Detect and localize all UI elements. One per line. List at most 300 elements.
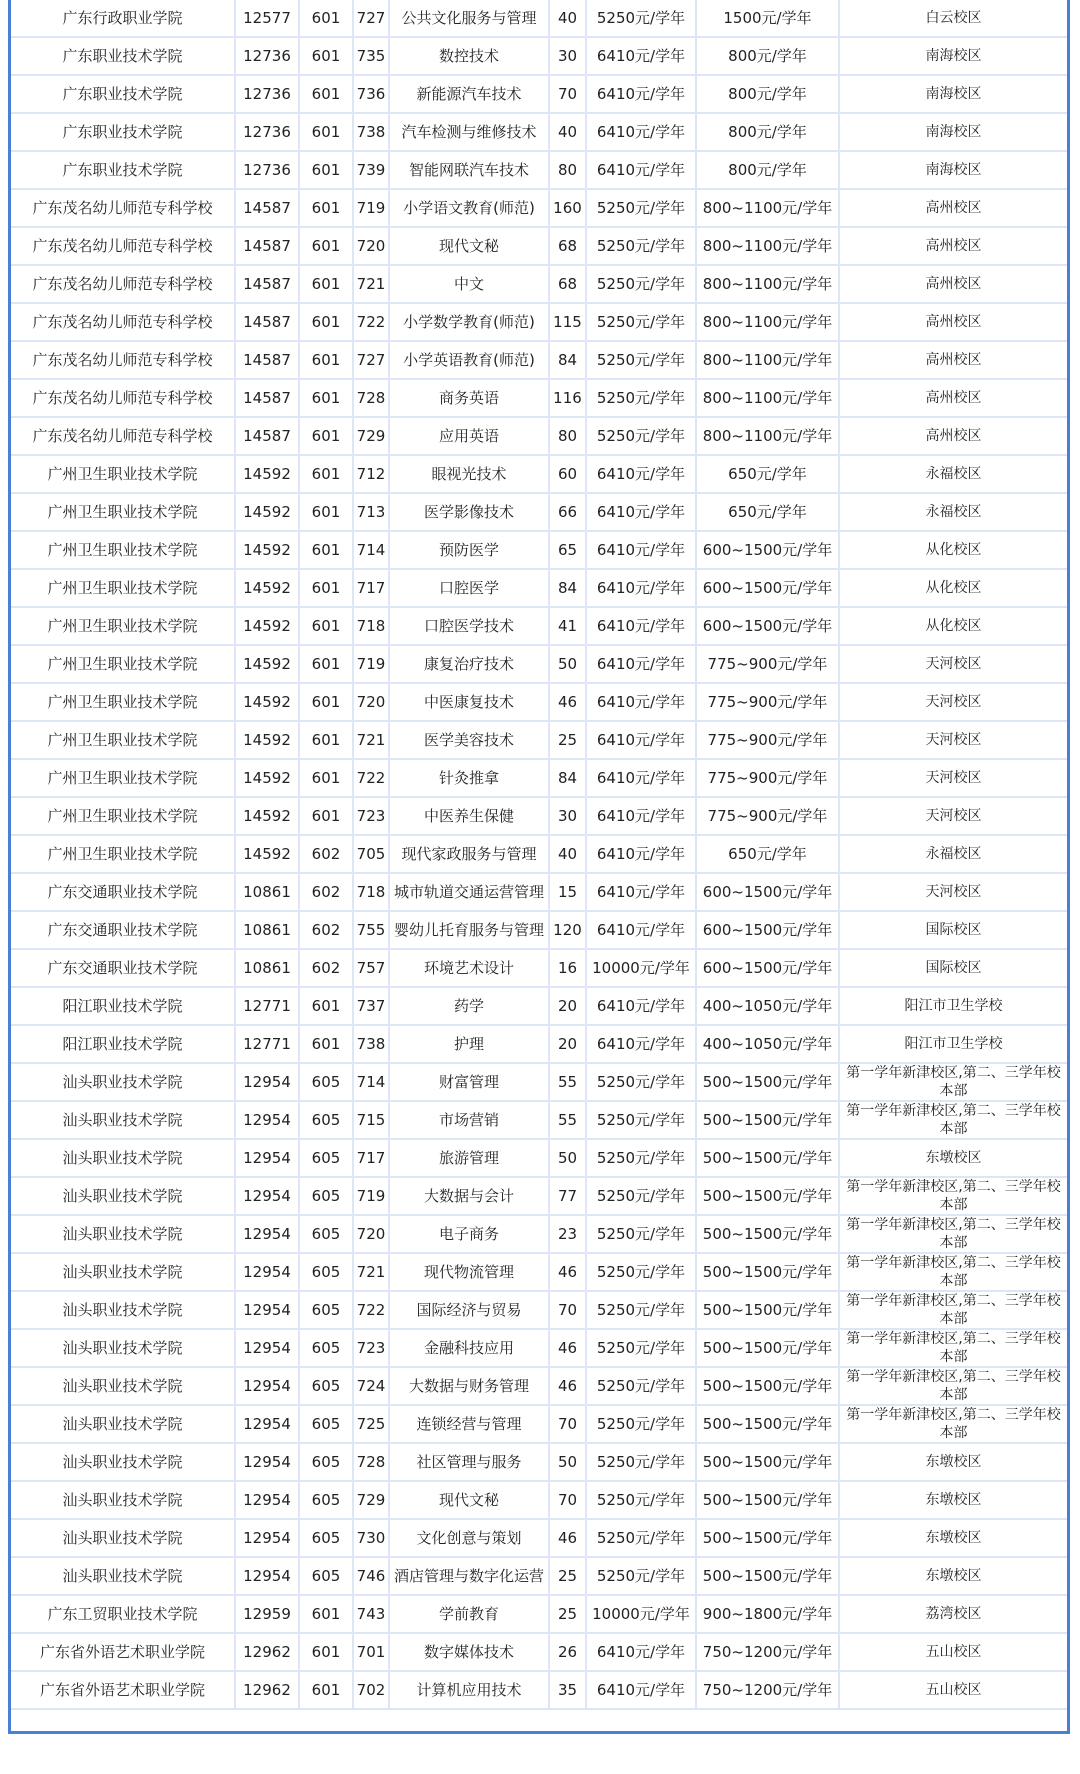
group-code-cell: 601 [299, 1671, 353, 1709]
institution-code-cell: 14592 [235, 493, 299, 531]
major-name-cell: 智能网联汽车技术 [389, 151, 549, 189]
tuition-cell: 6410元/学年 [586, 911, 696, 949]
group-code-cell: 601 [299, 265, 353, 303]
tuition-cell: 5250元/学年 [586, 189, 696, 227]
group-code-cell: 601 [299, 75, 353, 113]
institution-code-cell: 14592 [235, 835, 299, 873]
table-row [11, 1139, 1067, 1177]
tuition-cell: 6410元/学年 [586, 645, 696, 683]
tuition-cell: 6410元/学年 [586, 1025, 696, 1063]
lodging-fee-cell: 800~1100元/学年 [696, 303, 839, 341]
tuition-cell: 6410元/学年 [586, 797, 696, 835]
school-name-cell: 汕头职业技术学院 [11, 1481, 235, 1519]
campus-cell: 国际校区 [839, 911, 1067, 949]
campus-cell: 白云校区 [839, 0, 1067, 37]
table-row [11, 189, 1067, 227]
campus-cell: 第一学年新津校区,第二、三学年校本部 [839, 1063, 1067, 1101]
lodging-fee-cell: 500~1500元/学年 [696, 1291, 839, 1329]
campus-cell: 永福校区 [839, 455, 1067, 493]
tuition-cell: 5250元/学年 [586, 417, 696, 455]
tuition-cell: 5250元/学年 [586, 1367, 696, 1405]
major-name-cell: 医学美容技术 [389, 721, 549, 759]
campus-cell: 第一学年新津校区,第二、三学年校本部 [839, 1101, 1067, 1139]
school-name-cell: 广州卫生职业技术学院 [11, 835, 235, 873]
campus-cell: 东墩校区 [839, 1443, 1067, 1481]
school-name-cell: 广州卫生职业技术学院 [11, 569, 235, 607]
major-code-cell: 714 [353, 1063, 389, 1101]
lodging-fee-cell: 775~900元/学年 [696, 645, 839, 683]
tuition-cell: 5250元/学年 [586, 0, 696, 37]
institution-code-cell: 12736 [235, 75, 299, 113]
school-name-cell: 广东行政职业学院 [11, 0, 235, 37]
tuition-cell: 6410元/学年 [586, 1671, 696, 1709]
table-row [11, 1405, 1067, 1443]
major-name-cell: 文化创意与策划 [389, 1519, 549, 1557]
table-row [11, 1367, 1067, 1405]
major-name-cell: 小学数学教育(师范) [389, 303, 549, 341]
table-row [11, 873, 1067, 911]
group-code-cell: 601 [299, 189, 353, 227]
lodging-fee-cell: 800~1100元/学年 [696, 227, 839, 265]
group-code-cell: 601 [299, 569, 353, 607]
school-name-cell: 广州卫生职业技术学院 [11, 721, 235, 759]
group-code-cell: 601 [299, 645, 353, 683]
major-name-cell: 大数据与会计 [389, 1177, 549, 1215]
table-row [11, 341, 1067, 379]
major-code-cell: 715 [353, 1101, 389, 1139]
institution-code-cell: 14592 [235, 797, 299, 835]
institution-code-cell: 12954 [235, 1519, 299, 1557]
campus-cell: 第一学年新津校区,第二、三学年校本部 [839, 1177, 1067, 1215]
major-name-cell: 预防医学 [389, 531, 549, 569]
major-code-cell: 736 [353, 75, 389, 113]
major-name-cell: 现代文秘 [389, 1481, 549, 1519]
group-code-cell: 605 [299, 1291, 353, 1329]
table-row [11, 227, 1067, 265]
campus-cell: 高州校区 [839, 265, 1067, 303]
campus-cell: 高州校区 [839, 227, 1067, 265]
table-row [11, 1063, 1067, 1101]
major-name-cell: 学前教育 [389, 1595, 549, 1633]
tuition-cell: 6410元/学年 [586, 37, 696, 75]
major-code-cell: 729 [353, 1481, 389, 1519]
institution-code-cell: 12954 [235, 1139, 299, 1177]
table-row [11, 607, 1067, 645]
institution-code-cell: 12954 [235, 1101, 299, 1139]
school-name-cell: 广州卫生职业技术学院 [11, 759, 235, 797]
lodging-fee-cell: 775~900元/学年 [696, 759, 839, 797]
major-code-cell: 757 [353, 949, 389, 987]
school-name-cell: 汕头职业技术学院 [11, 1367, 235, 1405]
tuition-cell: 5250元/学年 [586, 1139, 696, 1177]
school-name-cell: 广州卫生职业技术学院 [11, 531, 235, 569]
campus-cell: 第一学年新津校区,第二、三学年校本部 [839, 1367, 1067, 1405]
major-name-cell: 酒店管理与数字化运营 [389, 1557, 549, 1595]
plan-count-cell: 84 [549, 569, 586, 607]
tuition-cell: 6410元/学年 [586, 1633, 696, 1671]
group-code-cell: 601 [299, 151, 353, 189]
major-name-cell: 婴幼儿托育服务与管理 [389, 911, 549, 949]
institution-code-cell: 12962 [235, 1671, 299, 1709]
campus-cell: 天河校区 [839, 683, 1067, 721]
campus-cell: 天河校区 [839, 797, 1067, 835]
lodging-fee-cell: 775~900元/学年 [696, 797, 839, 835]
plan-count-cell: 40 [549, 835, 586, 873]
major-name-cell: 康复治疗技术 [389, 645, 549, 683]
major-name-cell: 电子商务 [389, 1215, 549, 1253]
major-name-cell: 现代文秘 [389, 227, 549, 265]
major-name-cell: 财富管理 [389, 1063, 549, 1101]
campus-cell: 永福校区 [839, 493, 1067, 531]
lodging-fee-cell: 1500元/学年 [696, 0, 839, 37]
tuition-cell: 6410元/学年 [586, 151, 696, 189]
school-name-cell: 广州卫生职业技术学院 [11, 683, 235, 721]
plan-count-cell: 70 [549, 1481, 586, 1519]
tuition-cell: 5250元/学年 [586, 379, 696, 417]
campus-cell: 高州校区 [839, 417, 1067, 455]
school-name-cell: 广东职业技术学院 [11, 151, 235, 189]
lodging-fee-cell: 600~1500元/学年 [696, 607, 839, 645]
plan-count-cell: 66 [549, 493, 586, 531]
institution-code-cell: 14587 [235, 265, 299, 303]
institution-code-cell: 12771 [235, 987, 299, 1025]
campus-cell: 第一学年新津校区,第二、三学年校本部 [839, 1329, 1067, 1367]
tuition-cell: 10000元/学年 [586, 1595, 696, 1633]
major-name-cell: 连锁经营与管理 [389, 1405, 549, 1443]
plan-count-cell: 46 [549, 683, 586, 721]
major-code-cell: 705 [353, 835, 389, 873]
major-name-cell: 护理 [389, 1025, 549, 1063]
tuition-cell: 5250元/学年 [586, 1253, 696, 1291]
institution-code-cell: 14592 [235, 531, 299, 569]
campus-cell: 第一学年新津校区,第二、三学年校本部 [839, 1291, 1067, 1329]
school-name-cell: 广州卫生职业技术学院 [11, 645, 235, 683]
campus-cell: 天河校区 [839, 645, 1067, 683]
institution-code-cell: 14592 [235, 569, 299, 607]
admissions-table-frame [8, 0, 1070, 1734]
table-row [11, 379, 1067, 417]
major-code-cell: 737 [353, 987, 389, 1025]
plan-count-cell: 120 [549, 911, 586, 949]
admissions-table [11, 0, 1067, 1710]
lodging-fee-cell: 500~1500元/学年 [696, 1367, 839, 1405]
campus-cell: 东墩校区 [839, 1557, 1067, 1595]
campus-cell: 东墩校区 [839, 1139, 1067, 1177]
institution-code-cell: 12954 [235, 1405, 299, 1443]
campus-cell: 从化校区 [839, 607, 1067, 645]
plan-count-cell: 84 [549, 341, 586, 379]
plan-count-cell: 160 [549, 189, 586, 227]
tuition-cell: 6410元/学年 [586, 987, 696, 1025]
school-name-cell: 汕头职业技术学院 [11, 1139, 235, 1177]
tuition-cell: 6410元/学年 [586, 683, 696, 721]
group-code-cell: 605 [299, 1367, 353, 1405]
plan-count-cell: 46 [549, 1519, 586, 1557]
major-code-cell: 725 [353, 1405, 389, 1443]
plan-count-cell: 70 [549, 75, 586, 113]
school-name-cell: 汕头职业技术学院 [11, 1443, 235, 1481]
plan-count-cell: 40 [549, 0, 586, 37]
school-name-cell: 阳江职业技术学院 [11, 1025, 235, 1063]
tuition-cell: 6410元/学年 [586, 493, 696, 531]
table-row [11, 911, 1067, 949]
table-row [11, 1177, 1067, 1215]
tuition-cell: 6410元/学年 [586, 75, 696, 113]
lodging-fee-cell: 500~1500元/学年 [696, 1481, 839, 1519]
major-code-cell: 728 [353, 379, 389, 417]
lodging-fee-cell: 500~1500元/学年 [696, 1443, 839, 1481]
major-code-cell: 722 [353, 759, 389, 797]
lodging-fee-cell: 775~900元/学年 [696, 721, 839, 759]
major-code-cell: 721 [353, 1253, 389, 1291]
major-name-cell: 药学 [389, 987, 549, 1025]
major-name-cell: 小学英语教育(师范) [389, 341, 549, 379]
major-name-cell: 国际经济与贸易 [389, 1291, 549, 1329]
table-row [11, 75, 1067, 113]
lodging-fee-cell: 500~1500元/学年 [696, 1063, 839, 1101]
campus-cell: 高州校区 [839, 303, 1067, 341]
school-name-cell: 汕头职业技术学院 [11, 1557, 235, 1595]
school-name-cell: 广州卫生职业技术学院 [11, 797, 235, 835]
tuition-cell: 6410元/学年 [586, 607, 696, 645]
table-row [11, 265, 1067, 303]
major-code-cell: 713 [353, 493, 389, 531]
major-code-cell: 755 [353, 911, 389, 949]
school-name-cell: 广东交通职业技术学院 [11, 873, 235, 911]
tuition-cell: 5250元/学年 [586, 1177, 696, 1215]
lodging-fee-cell: 800~1100元/学年 [696, 417, 839, 455]
campus-cell: 从化校区 [839, 569, 1067, 607]
lodging-fee-cell: 800~1100元/学年 [696, 265, 839, 303]
lodging-fee-cell: 800元/学年 [696, 75, 839, 113]
campus-cell: 天河校区 [839, 873, 1067, 911]
plan-count-cell: 46 [549, 1329, 586, 1367]
campus-cell: 天河校区 [839, 759, 1067, 797]
school-name-cell: 广东工贸职业技术学院 [11, 1595, 235, 1633]
lodging-fee-cell: 800元/学年 [696, 113, 839, 151]
institution-code-cell: 12736 [235, 37, 299, 75]
major-name-cell: 城市轨道交通运营管理 [389, 873, 549, 911]
plan-count-cell: 20 [549, 1025, 586, 1063]
institution-code-cell: 12954 [235, 1291, 299, 1329]
lodging-fee-cell: 800~1100元/学年 [696, 341, 839, 379]
lodging-fee-cell: 500~1500元/学年 [696, 1557, 839, 1595]
institution-code-cell: 12954 [235, 1367, 299, 1405]
campus-cell: 第一学年新津校区,第二、三学年校本部 [839, 1405, 1067, 1443]
group-code-cell: 601 [299, 37, 353, 75]
school-name-cell: 汕头职业技术学院 [11, 1177, 235, 1215]
campus-cell: 从化校区 [839, 531, 1067, 569]
plan-count-cell: 80 [549, 151, 586, 189]
lodging-fee-cell: 650元/学年 [696, 835, 839, 873]
major-code-cell: 723 [353, 797, 389, 835]
major-name-cell: 新能源汽车技术 [389, 75, 549, 113]
campus-cell: 东墩校区 [839, 1519, 1067, 1557]
table-row [11, 759, 1067, 797]
lodging-fee-cell: 750~1200元/学年 [696, 1671, 839, 1709]
campus-cell: 五山校区 [839, 1633, 1067, 1671]
major-code-cell: 720 [353, 227, 389, 265]
table-row [11, 455, 1067, 493]
plan-count-cell: 26 [549, 1633, 586, 1671]
institution-code-cell: 14592 [235, 759, 299, 797]
institution-code-cell: 12736 [235, 113, 299, 151]
school-name-cell: 阳江职业技术学院 [11, 987, 235, 1025]
table-row [11, 493, 1067, 531]
major-name-cell: 汽车检测与维修技术 [389, 113, 549, 151]
group-code-cell: 602 [299, 835, 353, 873]
group-code-cell: 605 [299, 1443, 353, 1481]
major-name-cell: 社区管理与服务 [389, 1443, 549, 1481]
major-code-cell: 738 [353, 113, 389, 151]
institution-code-cell: 14592 [235, 683, 299, 721]
school-name-cell: 广东茂名幼儿师范专科学校 [11, 303, 235, 341]
institution-code-cell: 10861 [235, 873, 299, 911]
institution-code-cell: 12577 [235, 0, 299, 37]
plan-count-cell: 50 [549, 645, 586, 683]
group-code-cell: 601 [299, 1633, 353, 1671]
table-body [11, 0, 1067, 1709]
campus-cell: 南海校区 [839, 75, 1067, 113]
table-row [11, 1025, 1067, 1063]
tuition-cell: 6410元/学年 [586, 569, 696, 607]
table-row [11, 645, 1067, 683]
group-code-cell: 601 [299, 1595, 353, 1633]
tuition-cell: 6410元/学年 [586, 531, 696, 569]
campus-cell: 阳江市卫生学校 [839, 987, 1067, 1025]
major-code-cell: 721 [353, 265, 389, 303]
major-name-cell: 大数据与财务管理 [389, 1367, 549, 1405]
institution-code-cell: 10861 [235, 949, 299, 987]
school-name-cell: 广东省外语艺术职业学院 [11, 1671, 235, 1709]
table-row [11, 417, 1067, 455]
table-row [11, 835, 1067, 873]
table-row [11, 1481, 1067, 1519]
plan-count-cell: 116 [549, 379, 586, 417]
group-code-cell: 605 [299, 1063, 353, 1101]
school-name-cell: 广东交通职业技术学院 [11, 911, 235, 949]
major-name-cell: 针灸推拿 [389, 759, 549, 797]
institution-code-cell: 12954 [235, 1253, 299, 1291]
school-name-cell: 广东茂名幼儿师范专科学校 [11, 265, 235, 303]
major-name-cell: 商务英语 [389, 379, 549, 417]
institution-code-cell: 12954 [235, 1481, 299, 1519]
table-row [11, 683, 1067, 721]
table-row [11, 0, 1067, 37]
institution-code-cell: 14592 [235, 721, 299, 759]
group-code-cell: 601 [299, 759, 353, 797]
group-code-cell: 601 [299, 417, 353, 455]
major-name-cell: 公共文化服务与管理 [389, 0, 549, 37]
table-row [11, 1519, 1067, 1557]
school-name-cell: 广州卫生职业技术学院 [11, 493, 235, 531]
tuition-cell: 6410元/学年 [586, 759, 696, 797]
school-name-cell: 汕头职业技术学院 [11, 1329, 235, 1367]
plan-count-cell: 55 [549, 1063, 586, 1101]
plan-count-cell: 16 [549, 949, 586, 987]
lodging-fee-cell: 900~1800元/学年 [696, 1595, 839, 1633]
plan-count-cell: 25 [549, 721, 586, 759]
major-code-cell: 718 [353, 607, 389, 645]
tuition-cell: 5250元/学年 [586, 1291, 696, 1329]
institution-code-cell: 14592 [235, 455, 299, 493]
plan-count-cell: 70 [549, 1291, 586, 1329]
group-code-cell: 605 [299, 1101, 353, 1139]
major-code-cell: 719 [353, 1177, 389, 1215]
plan-count-cell: 84 [549, 759, 586, 797]
lodging-fee-cell: 600~1500元/学年 [696, 569, 839, 607]
institution-code-cell: 12954 [235, 1177, 299, 1215]
school-name-cell: 广东茂名幼儿师范专科学校 [11, 341, 235, 379]
plan-count-cell: 55 [549, 1101, 586, 1139]
major-code-cell: 719 [353, 189, 389, 227]
group-code-cell: 601 [299, 113, 353, 151]
school-name-cell: 广东茂名幼儿师范专科学校 [11, 189, 235, 227]
institution-code-cell: 12954 [235, 1215, 299, 1253]
table-row [11, 1595, 1067, 1633]
school-name-cell: 汕头职业技术学院 [11, 1405, 235, 1443]
major-code-cell: 722 [353, 303, 389, 341]
group-code-cell: 605 [299, 1215, 353, 1253]
major-code-cell: 735 [353, 37, 389, 75]
school-name-cell: 汕头职业技术学院 [11, 1063, 235, 1101]
lodging-fee-cell: 800~1100元/学年 [696, 189, 839, 227]
group-code-cell: 602 [299, 911, 353, 949]
lodging-fee-cell: 650元/学年 [696, 493, 839, 531]
institution-code-cell: 14587 [235, 303, 299, 341]
plan-count-cell: 35 [549, 1671, 586, 1709]
plan-count-cell: 46 [549, 1253, 586, 1291]
major-code-cell: 739 [353, 151, 389, 189]
school-name-cell: 广东职业技术学院 [11, 37, 235, 75]
school-name-cell: 广东茂名幼儿师范专科学校 [11, 417, 235, 455]
plan-count-cell: 20 [549, 987, 586, 1025]
tuition-cell: 6410元/学年 [586, 455, 696, 493]
tuition-cell: 5250元/学年 [586, 303, 696, 341]
plan-count-cell: 46 [549, 1367, 586, 1405]
institution-code-cell: 14592 [235, 607, 299, 645]
table-row [11, 797, 1067, 835]
campus-cell: 高州校区 [839, 341, 1067, 379]
tuition-cell: 5250元/学年 [586, 265, 696, 303]
lodging-fee-cell: 800~1100元/学年 [696, 379, 839, 417]
group-code-cell: 605 [299, 1481, 353, 1519]
table-row [11, 1253, 1067, 1291]
group-code-cell: 601 [299, 303, 353, 341]
group-code-cell: 605 [299, 1253, 353, 1291]
plan-count-cell: 68 [549, 227, 586, 265]
major-name-cell: 数控技术 [389, 37, 549, 75]
group-code-cell: 601 [299, 227, 353, 265]
group-code-cell: 601 [299, 797, 353, 835]
major-code-cell: 701 [353, 1633, 389, 1671]
group-code-cell: 602 [299, 873, 353, 911]
major-name-cell: 中文 [389, 265, 549, 303]
school-name-cell: 广东职业技术学院 [11, 75, 235, 113]
plan-count-cell: 41 [549, 607, 586, 645]
table-row [11, 1329, 1067, 1367]
lodging-fee-cell: 750~1200元/学年 [696, 1633, 839, 1671]
tuition-cell: 5250元/学年 [586, 1557, 696, 1595]
major-code-cell: 714 [353, 531, 389, 569]
group-code-cell: 605 [299, 1139, 353, 1177]
group-code-cell: 601 [299, 455, 353, 493]
table-row [11, 151, 1067, 189]
group-code-cell: 601 [299, 607, 353, 645]
plan-count-cell: 30 [549, 37, 586, 75]
major-code-cell: 702 [353, 1671, 389, 1709]
campus-cell: 荔湾校区 [839, 1595, 1067, 1633]
